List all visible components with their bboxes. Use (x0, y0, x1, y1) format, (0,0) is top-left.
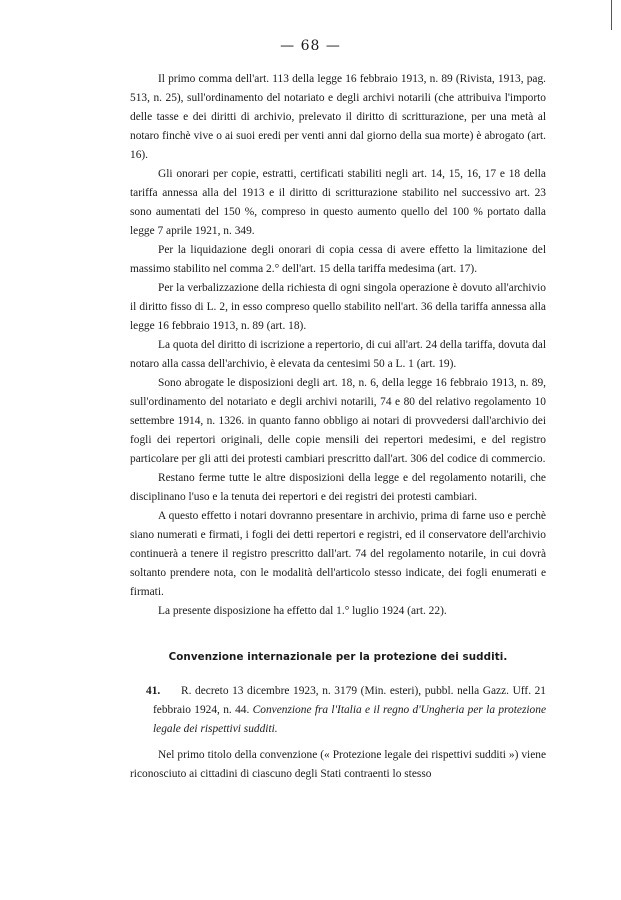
paragraph-art-17-liquidazione: Per la liquidazione degli onorari di copia cessa di avere effetto la limitazione del massimo stabilito nel comma 2.° dell'art. 15 della tariffa medesima (art. 17). (130, 244, 546, 275)
decree-entry (130, 682, 546, 739)
entry-number: 41. (146, 685, 161, 697)
paragraph-art-22: La presente disposizione ha effetto dal 1.° luglio 1924 (art. 22). (158, 605, 447, 617)
paragraph-effetto: A questo effetto i notari dovranno presentare in archivio, prima di farne uso e perchè siano numerati e firmati, i fogli dei detti repertori e registri, ed il conservatore dell'archivio continuerà a tenere il registro prescritto dall'art. 74 del regolamento notarile, in cui dovrà soltanto prendere nota, con le modalità dell'articolo stesso indicate, dei fogli enumerati e firmati. (130, 510, 546, 598)
paragraph-art-17-onorari: Gli onorari per copie, estratti, certificati stabiliti negli art. 14, 15, 16, 17 e 18 della tariffa annessa alla del 1913 e il diritto di scritturazione stabilito nel successivo art. 23 sono aumentati del 150 %, compreso in questo aumento quello del 100 % portato dalla legge 7 aprile 1921, n. 349. (130, 168, 546, 237)
paragraph-art-18: Per la verbalizzazione della richiesta di ogni singola operazione è dovuto all'archivio il diritto fisso di L. 2, in esso compreso quello stabilito nell'art. 36 della tariffa annessa alla legge 16 febbraio 1913, n. 89 (art. 18). (130, 282, 546, 332)
paragraph-art-16: Il primo comma dell'art. 113 della legge 16 febbraio 1913, n. 89 (Rivista, 1913, pag. 513, n. 25), sull'ordinamento del notariato e degli archivi notarili (che attribuiva l'importo delle tasse e dei diritti di archivio, prelevato il diritto di scritturazione, per una metà al notaro finchè vive o ai suoi eredi per venti anni dal giorno della sua morte) è abrogato (art. 16). (130, 73, 546, 161)
body-text (130, 70, 546, 784)
paragraph-restano-ferme: Restano ferme tutte le altre disposizioni della legge e del regolamento notarili, che disciplinano l'uso e la tenuta dei repertori e dei registri dei protesti cambiari. (130, 472, 546, 503)
entry-text: R. decreto 13 dicembre 1923, n. 3179 (Min. esteri), pubbl. nella Gazz. Uff. 21 febbraio 1924, n. 44. (153, 685, 546, 716)
paragraph-art-19: La quota del diritto di iscrizione a repertorio, di cui all'art. 24 della tariffa, dovuta dal notaro alla cassa dell'archivio, è elevata da centesimi 50 a L. 1 (art. 19). (130, 339, 546, 370)
paragraph-abrogate: Sono abrogate le disposizioni degli art. 18, n. 6, della legge 16 febbraio 1913, n. 89, sull'ordinamento del notariato e degli archivi notarili, 74 e 80 del relativo regolamento 10 settembre 1914, n. 1326. in quanto fanno obbligo ai notari di provvedersi dall'archivio dei fogli dei repertori originali, delle copie mensili dei repertori medesimi, e del registro particolare per gli atti dei protesti cambiari prescritto dall'art. 306 del codice di commercio. (130, 377, 546, 465)
paragraph-convention: Nel primo titolo della convenzione (« Protezione legale dei rispettivi sudditi ») viene riconosciuto ai cittadini di ciascuno degli Stati contraenti lo stesso (130, 749, 546, 780)
page-edge-line (611, 0, 612, 30)
section-title: Convenzione internazionale per la protezione dei sudditi. (168, 651, 508, 663)
entry-italic-title: Convenzione fra l'Italia e il regno d'Ungheria per la protezione legale dei rispettivi sudditi. (153, 704, 546, 735)
page-number: — 68 — (280, 38, 341, 54)
